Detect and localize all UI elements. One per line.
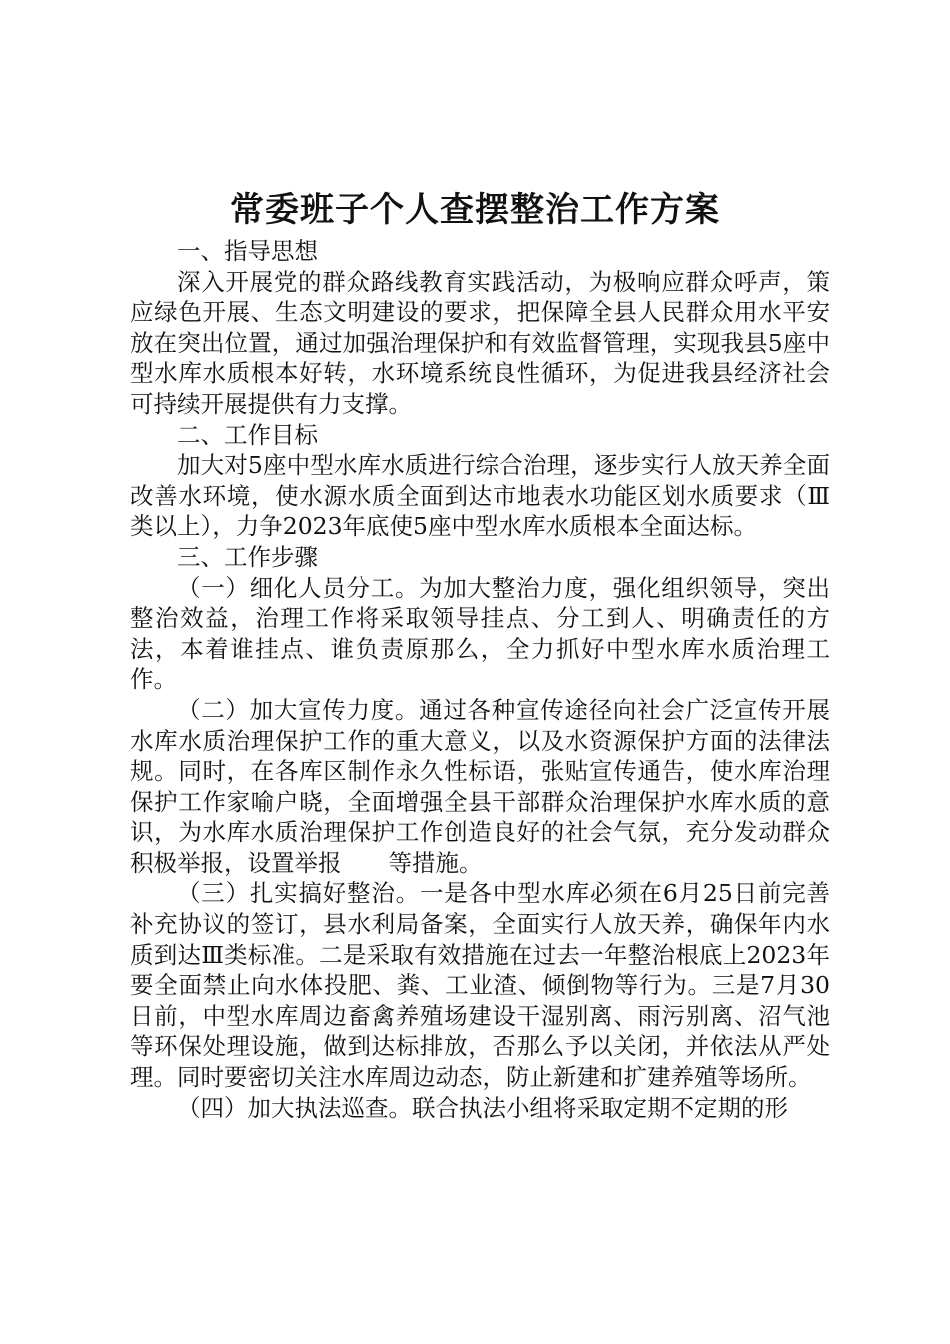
document-body [130, 236, 830, 1123]
document-title: 常委班子个人查摆整治工作方案 [230, 190, 720, 230]
paragraph-step-4: （四）加大执法巡查。联合执法小组将采取定期不定期的形 [177, 1093, 788, 1122]
paragraph-guiding-ideology: 深入开展党的群众路线教育实践活动，为极响应群众呼声，策应绿色开展、生态文明建设的要求，把保障全县人民群众用水平安放在突出位置，通过加强治理保护和有效监督管理，实现我县5座中型水库水质根本好转，水环境系统良性循环，为促进我县经济社会可持续开展提供有力支撑。 [130, 267, 830, 418]
section-heading-work-goals: 二、工作目标 [177, 420, 318, 449]
paragraph-step-1: （一）细化人员分工。为加大整治力度，强化组织领导，突出整治效益，治理工作将采取领导挂点、分工到人、明确责任的方法，本着谁挂点、谁负责原那么，全力抓好中型水库水质治理工作。 [130, 573, 830, 694]
section-heading-guiding-ideology: 一、指导思想 [177, 237, 318, 265]
section-heading-work-steps: 三、工作步骤 [177, 542, 318, 571]
paragraph-work-goals: 加大对5座中型水库水质进行综合治理，逐步实行人放天养全面改善水环境，使水源水质全面到达市地表水功能区划水质要求（Ⅲ类以上），力争2023年底使5座中型水库水质根本全面达标。 [130, 451, 830, 541]
paragraph-step-2: （二）加大宣传力度。通过各种宣传途径向社会广泛宣传开展水库水质治理保护工作的重大意义，以及水资源保护方面的法律法规。同时，在各库区制作永久性标语，张贴宣传通告，使水库治理保护工作家喻户晓，全面增强全县干部群众治理保护水库水质的意识，为水库水质治理保护工作创造良好的社会气氛，充分发动群众积极举报，设置举报 等措施。 [130, 695, 830, 877]
paragraph-step-3: （三）扎实搞好整治。一是各中型水库必须在6月25日前完善补充协议的签订，县水利局备案，全面实行人放天养，确保年内水质到达Ⅲ类标准。二是采取有效措施在过去一年整治根底上2023年要全面禁止向水体投肥、粪、工业渣、倾倒物等行为。三是7月30日前，中型水库周边畜禽养殖场建设干湿别离、雨污别离、沼气池等环保处理设施，做到达标排放，否那么予以关闭，并依法从严处理。同时要密切关注水库周边动态，防止新建和扩建养殖等场所。 [130, 879, 830, 1092]
